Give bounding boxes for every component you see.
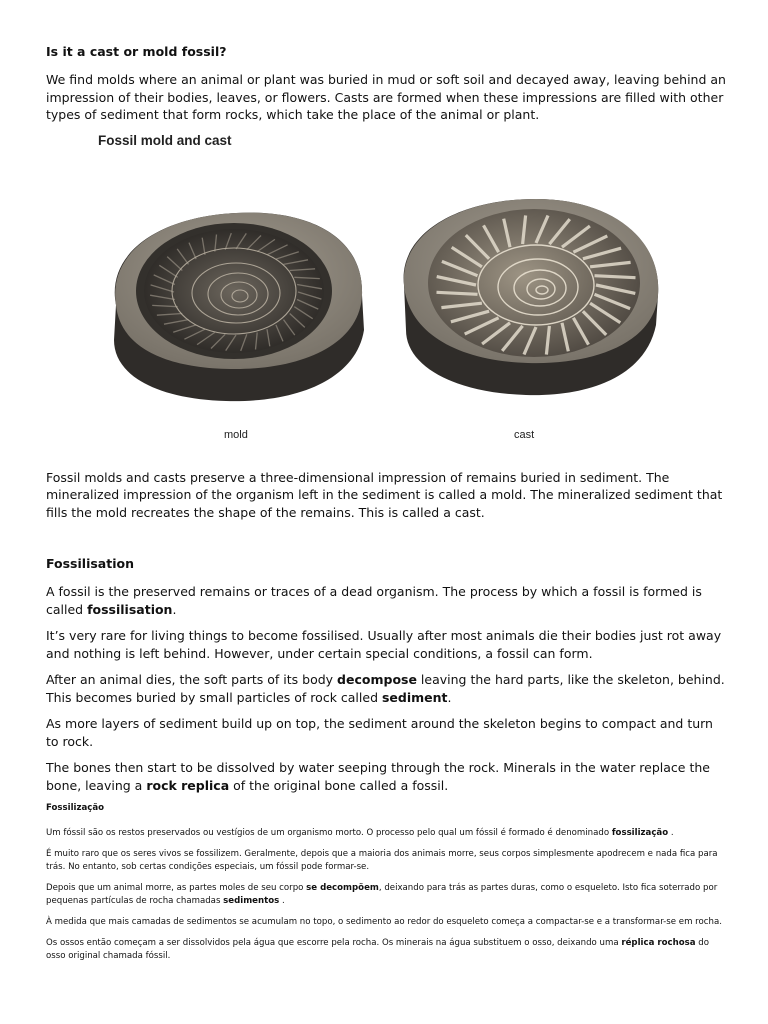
fossilisation-p4: As more layers of sediment build up on top, the sediment around the skeleton begins to compact and turn to rock. <box>46 716 713 749</box>
cast-label: cast <box>514 428 535 441</box>
fossilisation-p3: After an animal dies, the soft parts of its body decompose leaving the hard parts, like the skeleton, behind. This becomes buried by small particles of rock called sediment. <box>46 672 725 705</box>
cast-mold-heading: Is it a cast or mold fossil? <box>46 44 227 59</box>
fossilisation-p2: It’s very rare for living things to become fossilised. Usually after most animals die their bodies just rot away and nothing is left behind. However, under certain special conditions, a fossil can form. <box>46 628 722 661</box>
fossilisation-p5: The bones then start to be dissolved by water seeping through the rock. Minerals in the water replace the bone, leaving a rock replica of the original bone called a fossil. <box>46 760 710 793</box>
shell-rib <box>595 275 636 277</box>
cast-mold-paragraph: We find molds where an animal or plant was buried in mud or soft soil and decayed away, leaving behind an impression of their bodies, leaves, or flowers. Casts are formed when these impressions are filled with other types of sediment that form rocks, which take the place of the animal or plant. <box>46 72 726 122</box>
fossilizacao-p2: É muito raro que os seres vivos se fossilizem. Geralmente, depois que a maioria dos animais morre, seus corpos simplesmente apodrecem e nada fica para trás. No entanto, sob certas condições especiais, um fóssil pode formar-se. <box>46 849 718 872</box>
mold-cast-paragraph: Fossil molds and casts preserve a three-dimensional impression of remains buried in sediment. The mineralized impression of the organism left in the sediment is called a mold. The mineralized sediment that fills the mold recreates the shape of the remains. This is called a cast. <box>46 469 723 520</box>
fossilizacao-p1: Um fóssil são os restos preservados ou vestígios de um organismo morto. O processo pelo qual um fóssil é formado é denominado fossilização . <box>46 828 674 838</box>
fossilizacao-heading: Fossilização <box>46 803 105 813</box>
document-page <box>46 44 726 971</box>
cast-fossil <box>404 199 659 395</box>
mold-fossil <box>114 212 364 401</box>
fossilisation-p1: A fossil is the preserved remains or traces of a dead organism. The process by which a fossil is formed is called fossilisation. <box>46 584 702 617</box>
fossil-illustration <box>46 155 726 425</box>
fossilizacao-p3: Depois que um animal morre, as partes moles de seu corpo se decompõem, deixando para trás as partes duras, como o esqueleto. Isto fica soterrado por pequenas partículas de rocha chamadas sedimentos . <box>46 883 718 906</box>
figure-title: Fossil mold and cast <box>98 132 232 148</box>
fossilizacao-p4: À medida que mais camadas de sedimentos se acumulam no topo, o sedimento ao redor do esqueleto começa a compactar-se e a transformar-se em rocha. <box>46 917 722 927</box>
fossilisation-heading: Fossilisation <box>46 556 134 571</box>
shell-rib <box>437 292 478 294</box>
fossilizacao-p5: Os ossos então começam a ser dissolvidos pela água que escorre pela rocha. Os minerais na água substituem o osso, deixando uma réplica rochosa do osso original chamada fóssil. <box>46 938 709 961</box>
mold-label: mold <box>224 428 248 441</box>
fossil-figure <box>46 133 726 469</box>
